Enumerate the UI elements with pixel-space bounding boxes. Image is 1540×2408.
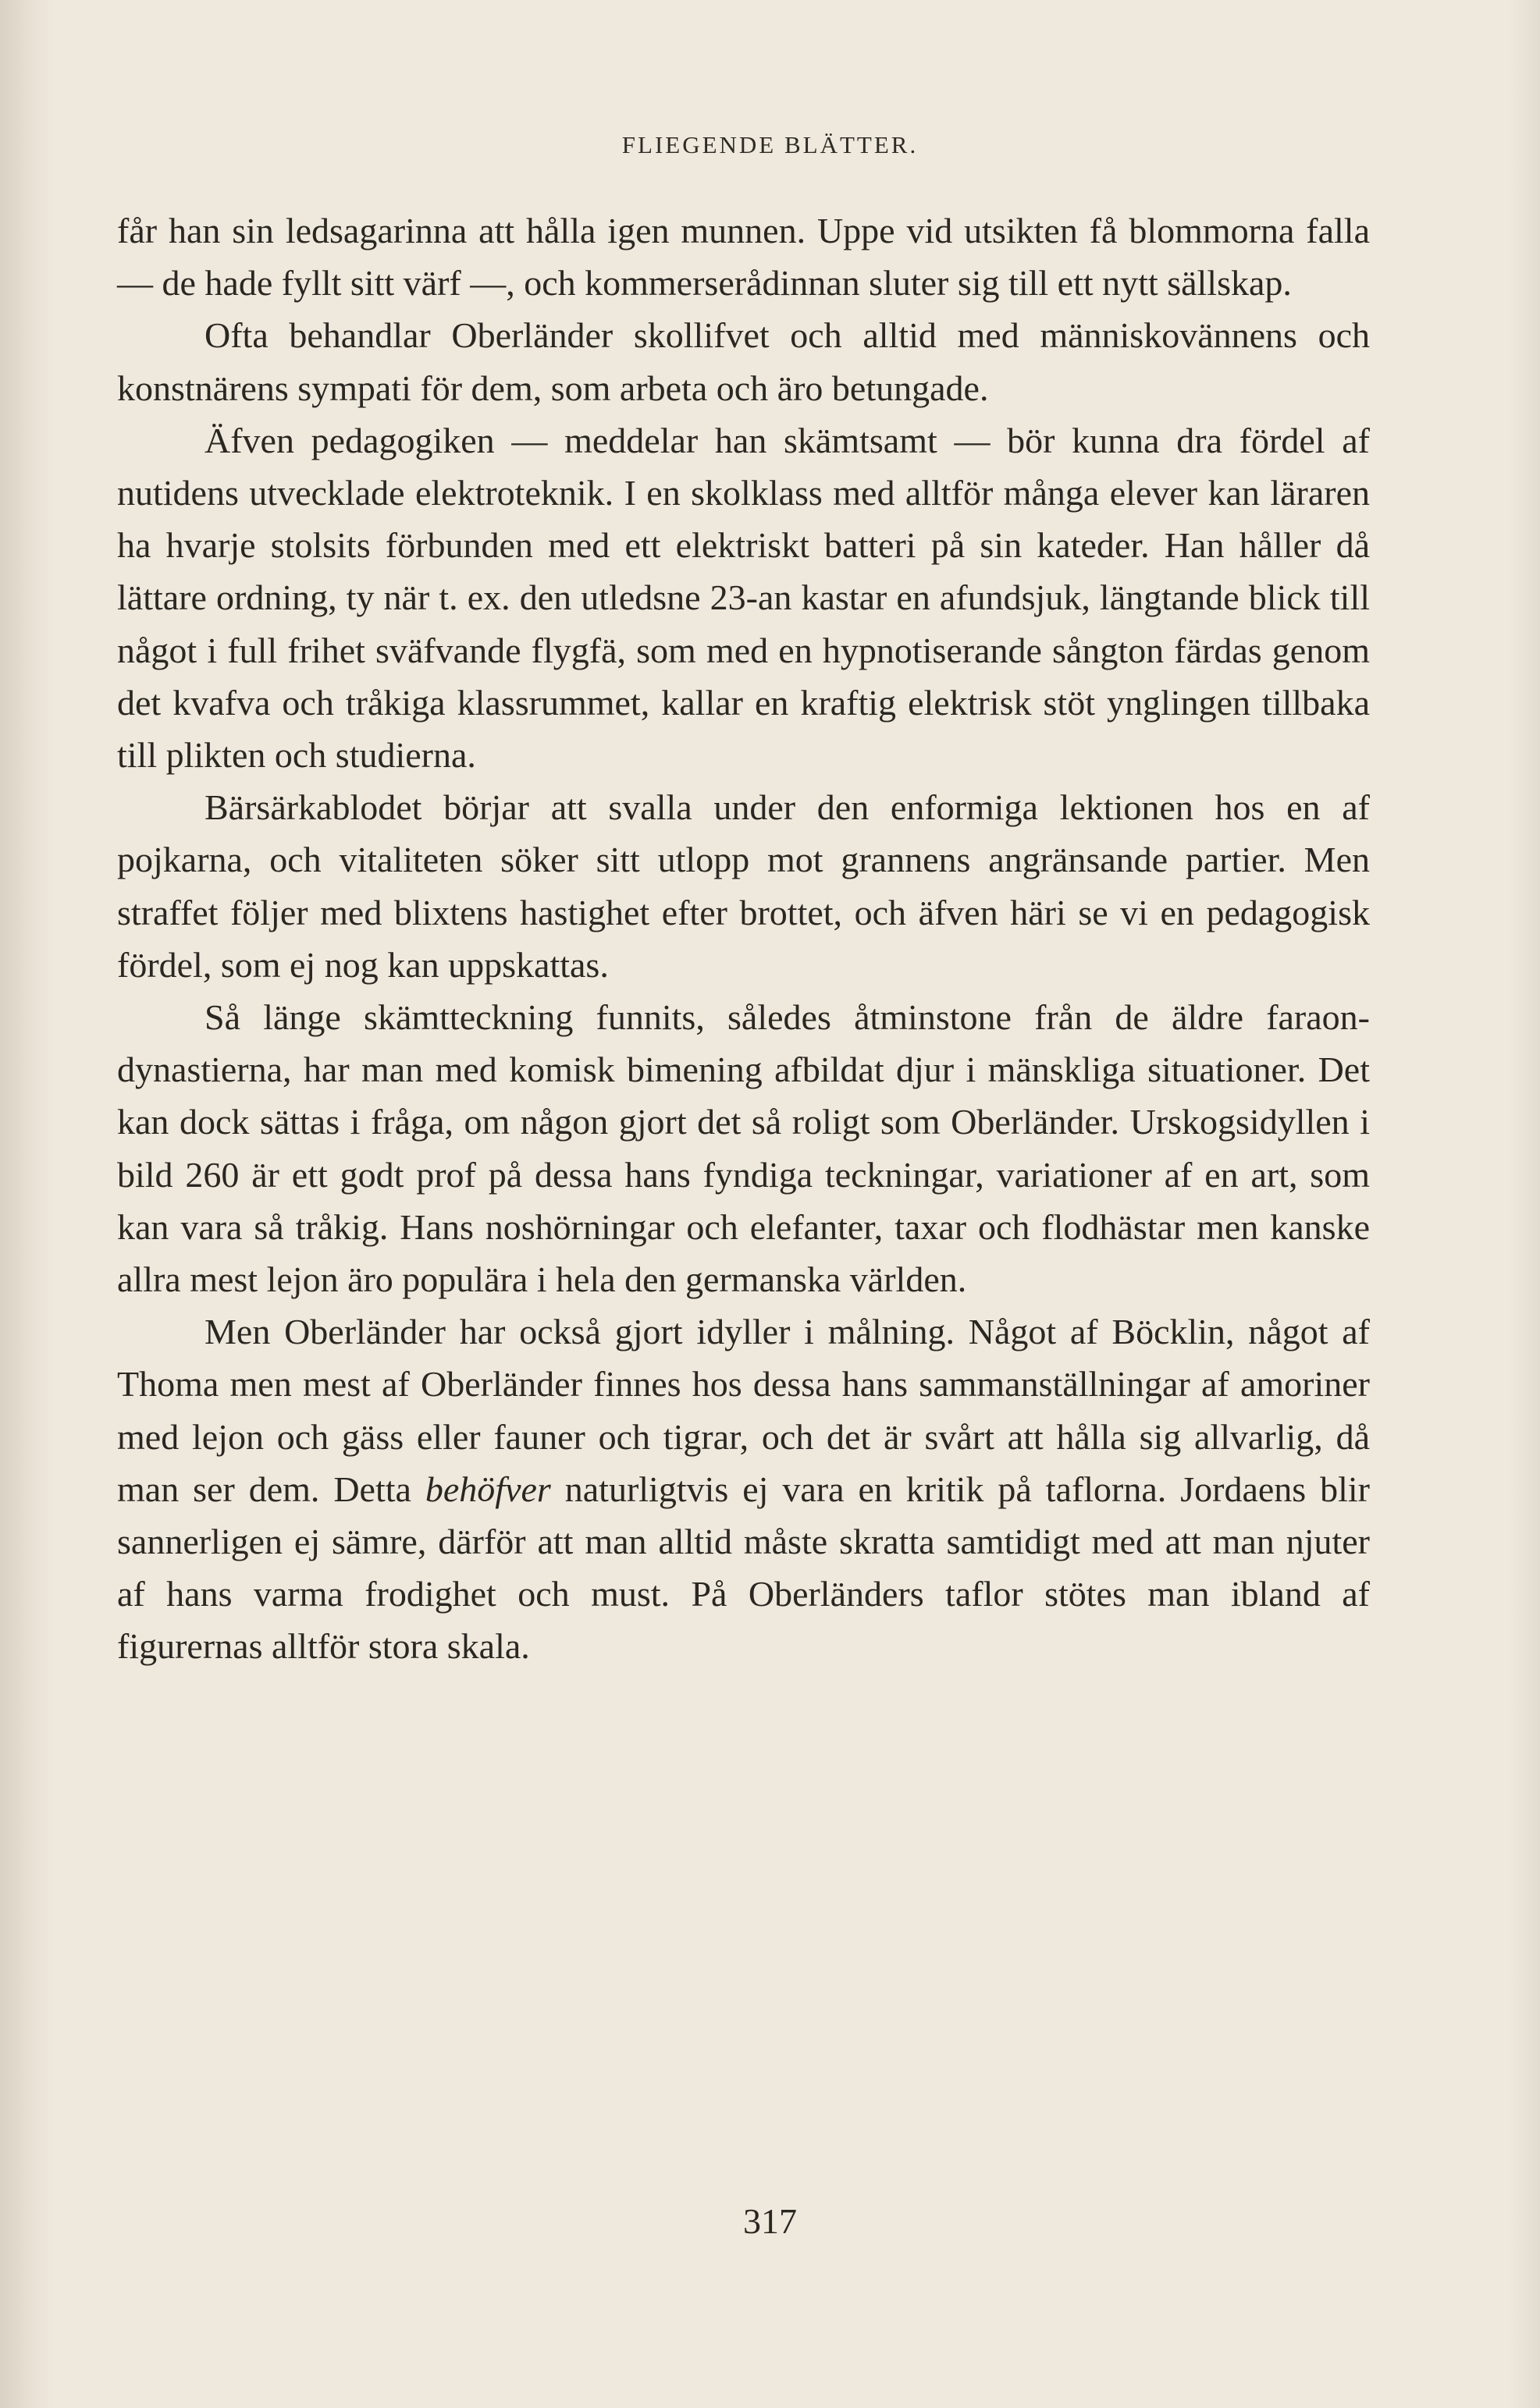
page-edge-shadow	[1509, 0, 1540, 2408]
paragraph-text: får han sin ledsagarinna att hålla igen munnen. Uppe vid utsikten få blommorna falla — de hade fyllt sitt värf —, och kommerserådinnan sluter sig till ett nytt sällskap.	[117, 211, 1370, 304]
paragraph-text: Bärsärkablodet börjar att svalla under den enformiga lektionen hos en af pojkarna, och vitaliteten söker sitt utlopp mot grannens angränsande partier. Men straffet följer med blixtens hastighet efter brottet, och äfven häri se vi en pedagogisk fördel, som ej nog kan uppskattas.	[117, 787, 1370, 985]
paragraph-2	[117, 309, 1370, 414]
italic-emphasis: behöfver	[425, 1469, 551, 1509]
paragraph-text: Men Oberländer har också gjort idyller i målning. Något af Böcklin, något af Thoma men mest af Oberländer finnes hos dessa hans sammanställningar af amoriner med lejon och gäss eller fauner och tigrar, och det är svårt att hålla sig allvarlig, då man ser dem. Detta	[117, 1312, 1370, 1509]
paragraph-text: Så länge skämtteckning funnits, således åtminstone från de äldre faraon-dynastierna, har man med komisk bimening afbildat djur i mänskliga situationer. Det kan dock sättas i fråga, om någon gjort det så roligt som Oberländer. Urskogsidyllen i bild 260 är ett godt prof på dessa hans fyndiga teckningar, variationer af en art, som kan vara så tråkig. Hans noshörningar och elefanter, taxar och flodhästar men kanske allra mest lejon äro populära i hela den germanska världen.	[117, 997, 1370, 1300]
paragraph-1	[117, 204, 1370, 309]
body-text	[117, 204, 1370, 1673]
paragraph-5	[117, 991, 1370, 1305]
paragraph-4	[117, 781, 1370, 991]
paragraph-text: Ofta behandlar Oberländer skollifvet och alltid med människovännens och konstnärens sympati för dem, som arbeta och äro betungade.	[117, 315, 1370, 408]
running-head: FLIEGENDE BLÄTTER.	[621, 131, 919, 158]
paragraph-text: Äfven pedagogiken — meddelar han skämtsamt — bör kunna dra fördel af nutidens utvecklade elektroteknik. I en skolklass med alltför många elever kan läraren ha hvarje stolsits förbunden med ett elektriskt batteri på sin kateder. Han håller då lättare ordning, ty när t. ex. den utledsne 23-an kastar en afundsjuk, längtande blick till något i full frihet sväfvande flygfä, som med en hypnotiserande sångton färdas genom det kvafva och tråkiga klassrummet, kallar en kraftig elektrisk stöt ynglingen tillbaka till plikten och studierna.	[117, 420, 1370, 776]
paragraph-text: naturligtvis ej vara en kritik på taflorna. Jordaens blir sannerligen ej sämre, därför att man alltid måste skratta samtidigt med att man njuter af hans varma frodighet och must. På Oberländers taflor stötes man ibland af figurernas alltför stora skala.	[117, 1469, 1370, 1667]
paragraph-3	[117, 414, 1370, 781]
page-number: 317	[743, 2201, 797, 2241]
paragraph-6	[117, 1305, 1370, 1672]
page-gutter-shadow	[0, 0, 55, 2408]
